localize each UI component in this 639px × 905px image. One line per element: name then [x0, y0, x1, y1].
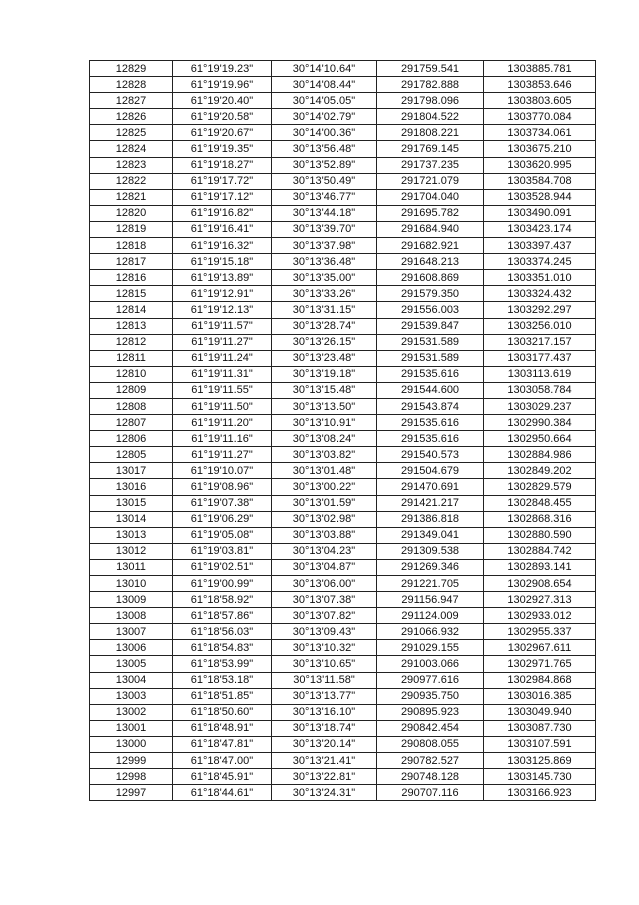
latitude-cell: 61°19'12.13"	[173, 302, 272, 318]
latitude-cell: 61°18'53.18"	[173, 672, 272, 688]
y-coordinate-cell: 1302848.455	[484, 495, 596, 511]
point-number-cell: 12827	[90, 93, 173, 109]
table-row	[90, 189, 596, 205]
table-row	[90, 221, 596, 237]
latitude-cell: 61°19'20.58"	[173, 109, 272, 125]
x-coordinate-cell: 291221.705	[377, 576, 484, 592]
latitude-cell: 61°19'11.16"	[173, 431, 272, 447]
point-number-cell: 12828	[90, 77, 173, 93]
point-number-cell: 12806	[90, 431, 173, 447]
table-row	[90, 656, 596, 672]
table-row	[90, 479, 596, 495]
point-number-cell: 12809	[90, 382, 173, 398]
table-row	[90, 527, 596, 543]
y-coordinate-cell: 1303125.869	[484, 753, 596, 769]
latitude-cell: 61°18'48.91"	[173, 720, 272, 736]
table-row	[90, 302, 596, 318]
x-coordinate-cell: 291531.589	[377, 350, 484, 366]
point-number-cell: 12807	[90, 415, 173, 431]
latitude-cell: 61°19'11.24"	[173, 350, 272, 366]
x-coordinate-cell: 291504.679	[377, 463, 484, 479]
latitude-cell: 61°19'16.32"	[173, 238, 272, 254]
longitude-cell: 30°13'01.59"	[272, 495, 377, 511]
table-row	[90, 720, 596, 736]
table-row	[90, 61, 596, 77]
longitude-cell: 30°13'56.48"	[272, 141, 377, 157]
longitude-cell: 30°13'10.91"	[272, 415, 377, 431]
y-coordinate-cell: 1302849.202	[484, 463, 596, 479]
table-row	[90, 93, 596, 109]
y-coordinate-cell: 1303107.591	[484, 736, 596, 752]
table-row	[90, 157, 596, 173]
x-coordinate-cell: 290935.750	[377, 688, 484, 704]
longitude-cell: 30°13'33.26"	[272, 286, 377, 302]
y-coordinate-cell: 1303049.940	[484, 704, 596, 720]
longitude-cell: 30°13'07.38"	[272, 592, 377, 608]
y-coordinate-cell: 1302955.337	[484, 624, 596, 640]
table-row	[90, 431, 596, 447]
latitude-cell: 61°18'58.92"	[173, 592, 272, 608]
y-coordinate-cell: 1302950.664	[484, 431, 596, 447]
latitude-cell: 61°18'50.60"	[173, 704, 272, 720]
longitude-cell: 30°13'16.10"	[272, 704, 377, 720]
latitude-cell: 61°19'11.55"	[173, 382, 272, 398]
y-coordinate-cell: 1302990.384	[484, 415, 596, 431]
y-coordinate-cell: 1303620.995	[484, 157, 596, 173]
longitude-cell: 30°13'13.77"	[272, 688, 377, 704]
latitude-cell: 61°19'06.29"	[173, 511, 272, 527]
x-coordinate-cell: 291543.874	[377, 398, 484, 414]
latitude-cell: 61°18'54.83"	[173, 640, 272, 656]
x-coordinate-cell: 291386.818	[377, 511, 484, 527]
point-number-cell: 13009	[90, 592, 173, 608]
x-coordinate-cell: 291349.041	[377, 527, 484, 543]
y-coordinate-cell: 1303217.157	[484, 334, 596, 350]
longitude-cell: 30°13'13.50"	[272, 398, 377, 414]
longitude-cell: 30°13'19.18"	[272, 366, 377, 382]
latitude-cell: 61°19'10.07"	[173, 463, 272, 479]
point-number-cell: 12817	[90, 254, 173, 270]
y-coordinate-cell: 1303256.010	[484, 318, 596, 334]
table-row	[90, 769, 596, 785]
table-row	[90, 350, 596, 366]
x-coordinate-cell: 291544.600	[377, 382, 484, 398]
latitude-cell: 61°18'47.00"	[173, 753, 272, 769]
latitude-cell: 61°19'11.57"	[173, 318, 272, 334]
longitude-cell: 30°13'31.15"	[272, 302, 377, 318]
point-number-cell: 12810	[90, 366, 173, 382]
y-coordinate-cell: 1303177.437	[484, 350, 596, 366]
point-number-cell: 13001	[90, 720, 173, 736]
x-coordinate-cell: 291804.522	[377, 109, 484, 125]
x-coordinate-cell: 291535.616	[377, 431, 484, 447]
longitude-cell: 30°13'50.49"	[272, 173, 377, 189]
latitude-cell: 61°19'19.96"	[173, 77, 272, 93]
longitude-cell: 30°13'28.74"	[272, 318, 377, 334]
y-coordinate-cell: 1303058.784	[484, 382, 596, 398]
point-number-cell: 13011	[90, 559, 173, 575]
y-coordinate-cell: 1303087.730	[484, 720, 596, 736]
latitude-cell: 61°19'11.27"	[173, 334, 272, 350]
point-number-cell: 12816	[90, 270, 173, 286]
x-coordinate-cell: 291648.213	[377, 254, 484, 270]
y-coordinate-cell: 1302884.986	[484, 447, 596, 463]
latitude-cell: 61°19'16.41"	[173, 221, 272, 237]
point-number-cell: 12811	[90, 350, 173, 366]
table-row	[90, 688, 596, 704]
longitude-cell: 30°13'08.24"	[272, 431, 377, 447]
x-coordinate-cell: 290707.116	[377, 785, 484, 801]
latitude-cell: 61°19'08.96"	[173, 479, 272, 495]
x-coordinate-cell: 291309.538	[377, 543, 484, 559]
y-coordinate-cell: 1303885.781	[484, 61, 596, 77]
y-coordinate-cell: 1302893.141	[484, 559, 596, 575]
y-coordinate-cell: 1303675.210	[484, 141, 596, 157]
y-coordinate-cell: 1302984.868	[484, 672, 596, 688]
longitude-cell: 30°14'00.36"	[272, 125, 377, 141]
latitude-cell: 61°19'13.89"	[173, 270, 272, 286]
point-number-cell: 12818	[90, 238, 173, 254]
x-coordinate-cell: 291535.616	[377, 415, 484, 431]
y-coordinate-cell: 1302908.654	[484, 576, 596, 592]
latitude-cell: 61°19'05.08"	[173, 527, 272, 543]
longitude-cell: 30°14'02.79"	[272, 109, 377, 125]
table-row	[90, 592, 596, 608]
y-coordinate-cell: 1303016.385	[484, 688, 596, 704]
table-row	[90, 543, 596, 559]
table-row	[90, 640, 596, 656]
x-coordinate-cell: 290842.454	[377, 720, 484, 736]
point-number-cell: 13004	[90, 672, 173, 688]
table-row	[90, 205, 596, 221]
longitude-cell: 30°13'39.70"	[272, 221, 377, 237]
longitude-cell: 30°13'03.82"	[272, 447, 377, 463]
x-coordinate-cell: 291540.573	[377, 447, 484, 463]
y-coordinate-cell: 1302884.742	[484, 543, 596, 559]
point-number-cell: 12826	[90, 109, 173, 125]
table-row	[90, 608, 596, 624]
latitude-cell: 61°19'00.99"	[173, 576, 272, 592]
longitude-cell: 30°13'09.43"	[272, 624, 377, 640]
point-number-cell: 13017	[90, 463, 173, 479]
y-coordinate-cell: 1303423.174	[484, 221, 596, 237]
longitude-cell: 30°13'36.48"	[272, 254, 377, 270]
table-row	[90, 77, 596, 93]
y-coordinate-cell: 1303803.605	[484, 93, 596, 109]
x-coordinate-cell: 291769.145	[377, 141, 484, 157]
longitude-cell: 30°13'11.58"	[272, 672, 377, 688]
latitude-cell: 61°19'11.50"	[173, 398, 272, 414]
point-number-cell: 12822	[90, 173, 173, 189]
table-row	[90, 495, 596, 511]
x-coordinate-cell: 291737.235	[377, 157, 484, 173]
table-row	[90, 286, 596, 302]
latitude-cell: 61°19'20.40"	[173, 93, 272, 109]
x-coordinate-cell: 291531.589	[377, 334, 484, 350]
latitude-cell: 61°19'11.31"	[173, 366, 272, 382]
y-coordinate-cell: 1303584.708	[484, 173, 596, 189]
x-coordinate-cell: 291759.541	[377, 61, 484, 77]
x-coordinate-cell: 291704.040	[377, 189, 484, 205]
longitude-cell: 30°13'52.89"	[272, 157, 377, 173]
point-number-cell: 12824	[90, 141, 173, 157]
longitude-cell: 30°13'18.74"	[272, 720, 377, 736]
table-row	[90, 576, 596, 592]
x-coordinate-cell: 291721.079	[377, 173, 484, 189]
x-coordinate-cell: 291579.350	[377, 286, 484, 302]
table-row	[90, 334, 596, 350]
longitude-cell: 30°13'01.48"	[272, 463, 377, 479]
latitude-cell: 61°19'16.82"	[173, 205, 272, 221]
table-row	[90, 173, 596, 189]
table-row	[90, 398, 596, 414]
latitude-cell: 61°18'51.85"	[173, 688, 272, 704]
point-number-cell: 12823	[90, 157, 173, 173]
point-number-cell: 12815	[90, 286, 173, 302]
x-coordinate-cell: 291124.009	[377, 608, 484, 624]
point-number-cell: 13015	[90, 495, 173, 511]
point-number-cell: 13016	[90, 479, 173, 495]
point-number-cell: 13003	[90, 688, 173, 704]
table-row	[90, 125, 596, 141]
longitude-cell: 30°13'06.00"	[272, 576, 377, 592]
table-row	[90, 559, 596, 575]
y-coordinate-cell: 1302967.611	[484, 640, 596, 656]
longitude-cell: 30°13'10.65"	[272, 656, 377, 672]
latitude-cell: 61°19'07.38"	[173, 495, 272, 511]
point-number-cell: 12821	[90, 189, 173, 205]
point-number-cell: 13014	[90, 511, 173, 527]
longitude-cell: 30°13'37.98"	[272, 238, 377, 254]
y-coordinate-cell: 1303351.010	[484, 270, 596, 286]
x-coordinate-cell: 291539.847	[377, 318, 484, 334]
longitude-cell: 30°13'23.48"	[272, 350, 377, 366]
point-number-cell: 12813	[90, 318, 173, 334]
y-coordinate-cell: 1302868.316	[484, 511, 596, 527]
longitude-cell: 30°13'03.88"	[272, 527, 377, 543]
y-coordinate-cell: 1303166.923	[484, 785, 596, 801]
longitude-cell: 30°13'35.00"	[272, 270, 377, 286]
y-coordinate-cell: 1303324.432	[484, 286, 596, 302]
y-coordinate-cell: 1302933.012	[484, 608, 596, 624]
y-coordinate-cell: 1303145.730	[484, 769, 596, 785]
longitude-cell: 30°14'10.64"	[272, 61, 377, 77]
longitude-cell: 30°13'10.32"	[272, 640, 377, 656]
x-coordinate-cell: 290808.055	[377, 736, 484, 752]
point-number-cell: 13007	[90, 624, 173, 640]
y-coordinate-cell: 1303734.061	[484, 125, 596, 141]
point-number-cell: 12999	[90, 753, 173, 769]
latitude-cell: 61°19'11.20"	[173, 415, 272, 431]
table-row	[90, 238, 596, 254]
latitude-cell: 61°18'57.86"	[173, 608, 272, 624]
table-row	[90, 415, 596, 431]
longitude-cell: 30°13'00.22"	[272, 479, 377, 495]
table-row	[90, 672, 596, 688]
latitude-cell: 61°18'56.03"	[173, 624, 272, 640]
point-number-cell: 13006	[90, 640, 173, 656]
y-coordinate-cell: 1303528.944	[484, 189, 596, 205]
table-row	[90, 624, 596, 640]
point-number-cell: 12820	[90, 205, 173, 221]
latitude-cell: 61°19'20.67"	[173, 125, 272, 141]
x-coordinate-cell: 291470.691	[377, 479, 484, 495]
y-coordinate-cell: 1302829.579	[484, 479, 596, 495]
longitude-cell: 30°14'08.44"	[272, 77, 377, 93]
point-number-cell: 12812	[90, 334, 173, 350]
latitude-cell: 61°19'19.23"	[173, 61, 272, 77]
x-coordinate-cell: 290977.616	[377, 672, 484, 688]
table-row	[90, 318, 596, 334]
point-number-cell: 12814	[90, 302, 173, 318]
longitude-cell: 30°13'07.82"	[272, 608, 377, 624]
y-coordinate-cell: 1303374.245	[484, 254, 596, 270]
y-coordinate-cell: 1303113.619	[484, 366, 596, 382]
x-coordinate-cell: 291156.947	[377, 592, 484, 608]
x-coordinate-cell: 291003.066	[377, 656, 484, 672]
x-coordinate-cell: 291556.003	[377, 302, 484, 318]
longitude-cell: 30°13'15.48"	[272, 382, 377, 398]
table-row	[90, 141, 596, 157]
x-coordinate-cell: 291421.217	[377, 495, 484, 511]
longitude-cell: 30°13'21.41"	[272, 753, 377, 769]
table-row	[90, 109, 596, 125]
longitude-cell: 30°13'04.23"	[272, 543, 377, 559]
x-coordinate-cell: 290895.923	[377, 704, 484, 720]
longitude-cell: 30°13'26.15"	[272, 334, 377, 350]
point-number-cell: 12805	[90, 447, 173, 463]
point-number-cell: 13013	[90, 527, 173, 543]
coordinates-table	[89, 60, 596, 801]
point-number-cell: 12829	[90, 61, 173, 77]
longitude-cell: 30°13'04.87"	[272, 559, 377, 575]
table-row	[90, 736, 596, 752]
point-number-cell: 13008	[90, 608, 173, 624]
x-coordinate-cell: 291682.921	[377, 238, 484, 254]
y-coordinate-cell: 1303770.084	[484, 109, 596, 125]
point-number-cell: 12998	[90, 769, 173, 785]
latitude-cell: 61°19'02.51"	[173, 559, 272, 575]
x-coordinate-cell: 291608.869	[377, 270, 484, 286]
longitude-cell: 30°13'24.31"	[272, 785, 377, 801]
table-row	[90, 463, 596, 479]
coordinates-table-body	[90, 61, 596, 801]
point-number-cell: 13012	[90, 543, 173, 559]
latitude-cell: 61°19'11.27"	[173, 447, 272, 463]
y-coordinate-cell: 1303853.646	[484, 77, 596, 93]
longitude-cell: 30°13'02.98"	[272, 511, 377, 527]
point-number-cell: 13000	[90, 736, 173, 752]
point-number-cell: 12825	[90, 125, 173, 141]
point-number-cell: 12997	[90, 785, 173, 801]
latitude-cell: 61°19'17.12"	[173, 189, 272, 205]
latitude-cell: 61°19'12.91"	[173, 286, 272, 302]
point-number-cell: 13002	[90, 704, 173, 720]
latitude-cell: 61°19'17.72"	[173, 173, 272, 189]
x-coordinate-cell: 290748.128	[377, 769, 484, 785]
table-row	[90, 511, 596, 527]
x-coordinate-cell: 291535.616	[377, 366, 484, 382]
latitude-cell: 61°19'19.35"	[173, 141, 272, 157]
longitude-cell: 30°14'05.05"	[272, 93, 377, 109]
table-row	[90, 785, 596, 801]
longitude-cell: 30°13'44.18"	[272, 205, 377, 221]
latitude-cell: 61°18'45.91"	[173, 769, 272, 785]
x-coordinate-cell: 291808.221	[377, 125, 484, 141]
table-row	[90, 753, 596, 769]
latitude-cell: 61°19'15.18"	[173, 254, 272, 270]
y-coordinate-cell: 1303029.237	[484, 398, 596, 414]
x-coordinate-cell: 291269.346	[377, 559, 484, 575]
table-row	[90, 254, 596, 270]
latitude-cell: 61°18'53.99"	[173, 656, 272, 672]
x-coordinate-cell: 291684.940	[377, 221, 484, 237]
x-coordinate-cell: 291695.782	[377, 205, 484, 221]
x-coordinate-cell: 291029.155	[377, 640, 484, 656]
point-number-cell: 13010	[90, 576, 173, 592]
longitude-cell: 30°13'46.77"	[272, 189, 377, 205]
x-coordinate-cell: 290782.527	[377, 753, 484, 769]
x-coordinate-cell: 291066.932	[377, 624, 484, 640]
y-coordinate-cell: 1303292.297	[484, 302, 596, 318]
table-row	[90, 270, 596, 286]
y-coordinate-cell: 1303397.437	[484, 238, 596, 254]
x-coordinate-cell: 291798.096	[377, 93, 484, 109]
point-number-cell: 12819	[90, 221, 173, 237]
y-coordinate-cell: 1302880.590	[484, 527, 596, 543]
point-number-cell: 12808	[90, 398, 173, 414]
y-coordinate-cell: 1302927.313	[484, 592, 596, 608]
table-row	[90, 447, 596, 463]
longitude-cell: 30°13'20.14"	[272, 736, 377, 752]
latitude-cell: 61°19'18.27"	[173, 157, 272, 173]
x-coordinate-cell: 291782.888	[377, 77, 484, 93]
longitude-cell: 30°13'22.81"	[272, 769, 377, 785]
table-row	[90, 382, 596, 398]
y-coordinate-cell: 1303490.091	[484, 205, 596, 221]
latitude-cell: 61°19'03.81"	[173, 543, 272, 559]
latitude-cell: 61°18'47.81"	[173, 736, 272, 752]
table-row	[90, 366, 596, 382]
latitude-cell: 61°18'44.61"	[173, 785, 272, 801]
point-number-cell: 13005	[90, 656, 173, 672]
y-coordinate-cell: 1302971.765	[484, 656, 596, 672]
table-row	[90, 704, 596, 720]
